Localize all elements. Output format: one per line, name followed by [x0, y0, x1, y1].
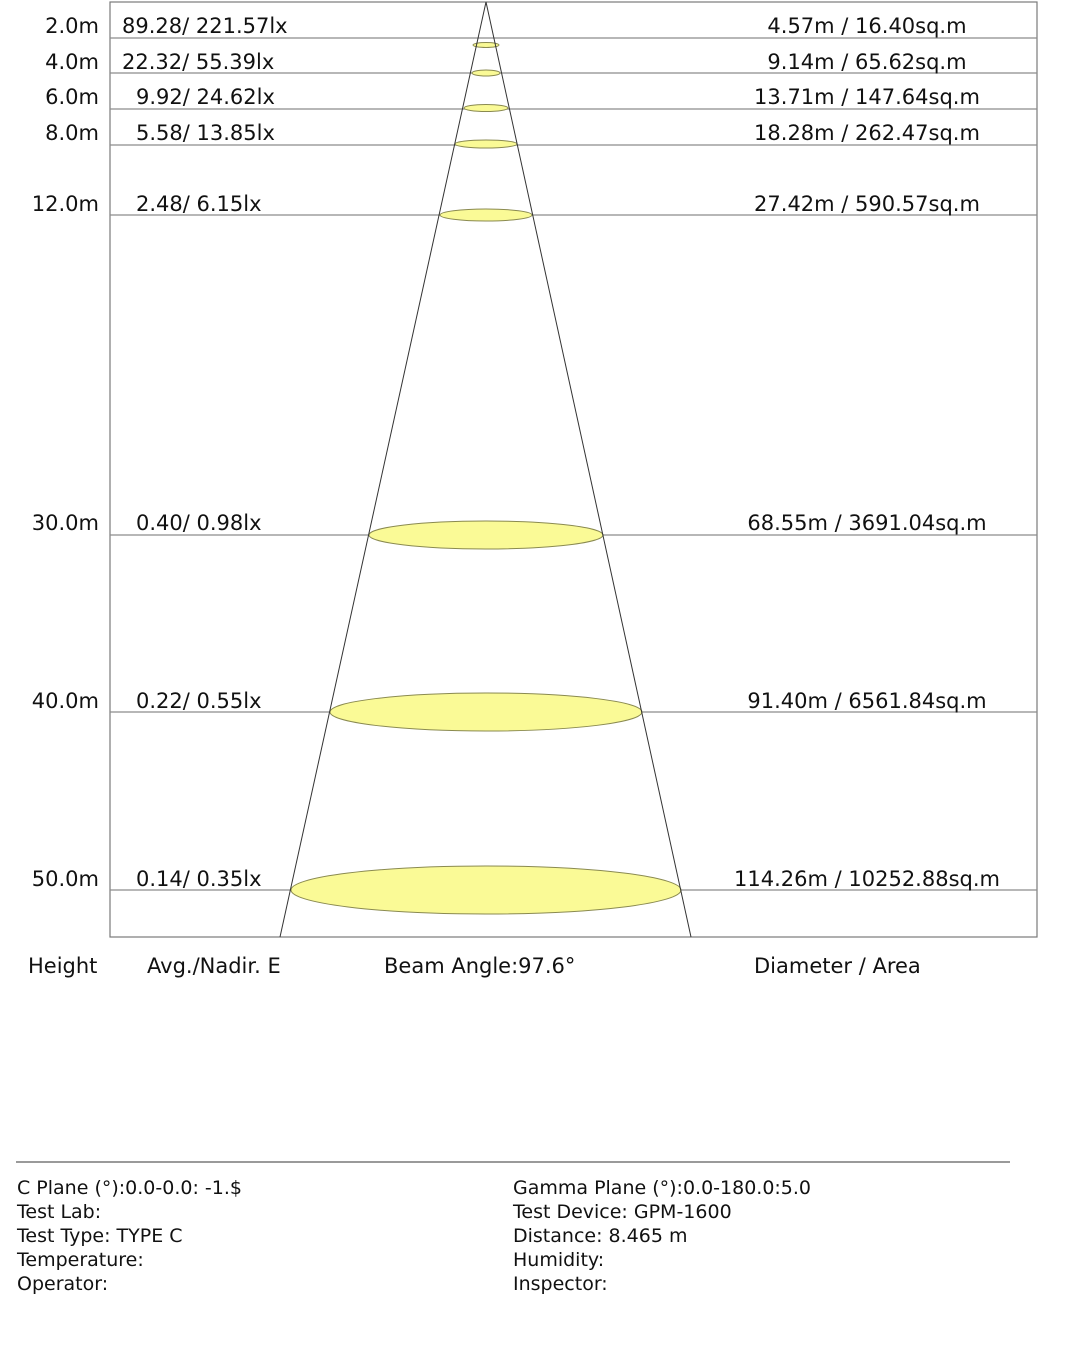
illuminance-value: 0.22/ 0.55lx	[136, 689, 262, 713]
illuminance-value: 0.14/ 0.35lx	[136, 867, 262, 891]
test-device-text: Test Device: GPM-1600	[513, 1201, 732, 1223]
axis-label-illuminance: Avg./Nadir. E	[147, 954, 281, 978]
height-value: 4.0m	[45, 50, 99, 74]
light-spot-ellipse	[291, 866, 681, 914]
inspector-text: Inspector:	[513, 1273, 608, 1295]
height-value: 6.0m	[45, 85, 99, 109]
beam-cone-left-edge	[280, 2, 486, 937]
test-type-text: Test Type: TYPE C	[17, 1225, 183, 1247]
diameter-area-value: 91.40m / 6561.84sq.m	[747, 689, 987, 713]
height-value: 50.0m	[31, 867, 99, 891]
diameter-area-value: 18.28m / 262.47sq.m	[754, 121, 980, 145]
humidity-text: Humidity:	[513, 1249, 605, 1271]
axis-label-diameter-area: Diameter / Area	[754, 954, 921, 978]
diameter-area-value: 114.26m / 10252.88sq.m	[734, 867, 1000, 891]
diameter-area-value: 27.42m / 590.57sq.m	[754, 192, 980, 216]
diameter-area-value: 9.14m / 65.62sq.m	[767, 50, 967, 74]
diameter-area-value: 13.71m / 147.64sq.m	[754, 85, 980, 109]
height-grid-lines	[110, 38, 1037, 890]
height-value: 30.0m	[31, 511, 99, 535]
footer-left-column	[17, 1176, 242, 1296]
diameter-area-value: 68.55m / 3691.04sq.m	[747, 511, 987, 535]
operator-text: Operator:	[17, 1273, 109, 1295]
illuminance-value: 22.32/ 55.39lx	[122, 50, 275, 74]
footer-right-column	[513, 1176, 811, 1296]
illuminance-value: 0.40/ 0.98lx	[136, 511, 262, 535]
light-spot-ellipse	[455, 140, 517, 148]
illuminance-value: 5.58/ 13.85lx	[136, 121, 275, 145]
height-value: 8.0m	[45, 121, 99, 145]
height-value: 12.0m	[31, 192, 99, 216]
height-value: 40.0m	[31, 689, 99, 713]
test-lab-text: Test Lab:	[17, 1201, 102, 1223]
light-spot-ellipse	[472, 70, 500, 76]
illuminance-value: 9.92/ 24.62lx	[136, 85, 275, 109]
diameter-area-value: 4.57m / 16.40sq.m	[767, 14, 967, 38]
light-spot-ellipse	[440, 209, 532, 221]
distance-text: Distance: 8.465 m	[513, 1225, 688, 1247]
axis-label-beam-angle: Beam Angle:97.6°	[384, 954, 576, 978]
c-plane-text: C Plane (°):0.0-0.0: -1.$	[17, 1177, 242, 1199]
temperature-text: Temperature:	[17, 1249, 144, 1271]
illuminance-value: 2.48/ 6.15lx	[136, 192, 262, 216]
height-value: 2.0m	[45, 14, 99, 38]
axis-label-height: Height	[28, 954, 98, 978]
gamma-plane-text: Gamma Plane (°):0.0-180.0:5.0	[513, 1177, 812, 1199]
footer-divider	[16, 1161, 1010, 1163]
beam-cone-right-edge	[486, 2, 691, 937]
light-spot-ellipse	[330, 693, 642, 731]
light-spots	[291, 43, 681, 915]
light-spot-ellipse	[369, 521, 603, 549]
light-spot-ellipse	[464, 105, 508, 112]
illuminance-value: 89.28/ 221.57lx	[122, 14, 288, 38]
